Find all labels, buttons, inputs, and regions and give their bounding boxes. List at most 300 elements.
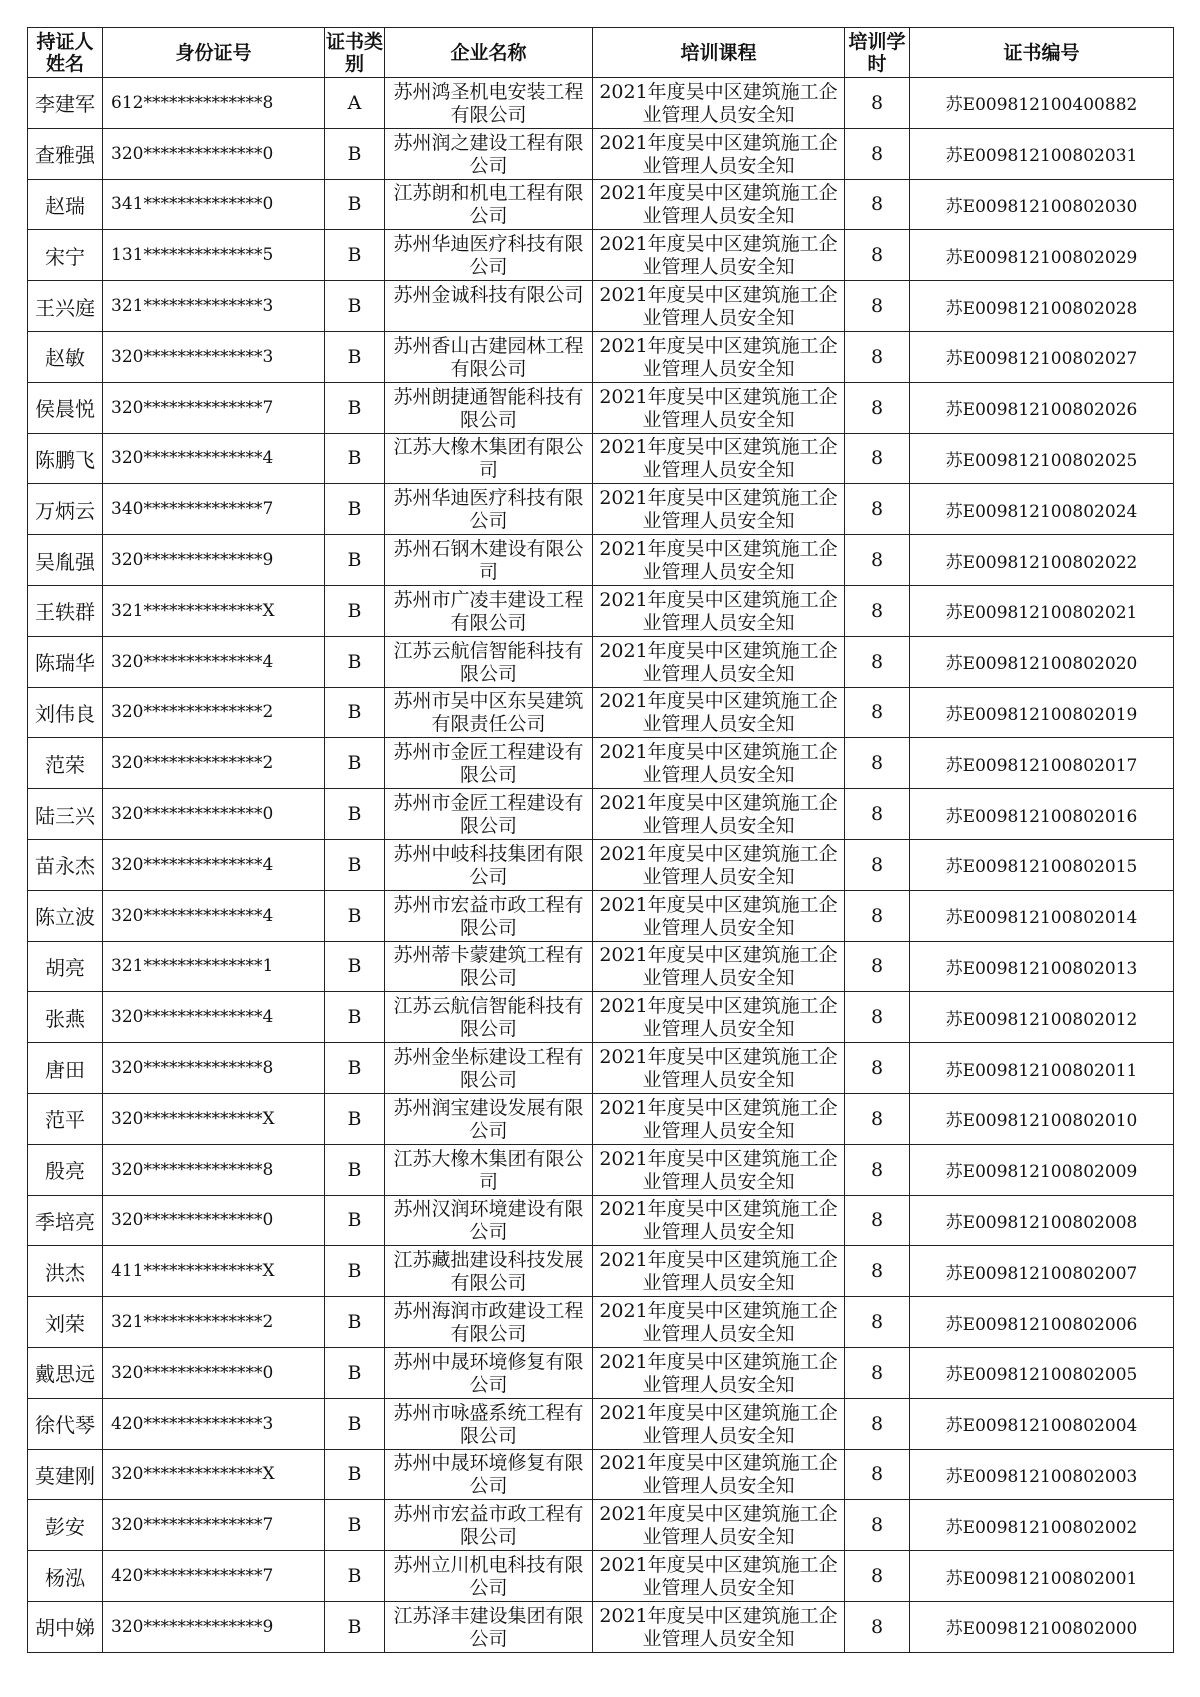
hours-cell: 8 <box>845 1093 910 1144</box>
cert-number-cell: 苏E009812100802021 <box>910 585 1174 636</box>
company-cell <box>385 1347 593 1398</box>
holder-name-cell: 赵敏 <box>28 331 103 382</box>
id-number-cell: 320**************2 <box>103 738 325 789</box>
company-cell <box>385 1297 593 1348</box>
holder-name-cell: 殷亮 <box>28 1144 103 1195</box>
course-cell <box>593 738 845 789</box>
hours-cell: 8 <box>845 1246 910 1297</box>
id-number-cell: 320**************9 <box>103 535 325 586</box>
course-cell <box>593 1093 845 1144</box>
course-cell <box>593 484 845 535</box>
header-course: 培训课程 <box>593 28 845 78</box>
holder-name-cell: 戴思远 <box>28 1347 103 1398</box>
company-cell-text: 江苏大橡木集团有限公司 <box>393 436 584 481</box>
cert-number-cell: 苏E009812100802005 <box>910 1347 1174 1398</box>
cert-type-cell: B <box>325 1551 385 1602</box>
course-cell-text: 2021年度吴中区建筑施工企业管理人员安全知 <box>599 893 838 938</box>
cert-type-cell: B <box>325 331 385 382</box>
id-number-cell: 612**************8 <box>103 78 325 129</box>
table-row <box>28 738 1174 789</box>
course-cell <box>593 636 845 687</box>
course-cell-text: 2021年度吴中区建筑施工企业管理人员安全知 <box>599 1604 838 1649</box>
hours-cell: 8 <box>845 789 910 840</box>
hours-cell: 8 <box>845 1398 910 1449</box>
course-cell-text: 2021年度吴中区建筑施工企业管理人员安全知 <box>599 1300 838 1345</box>
cert-number-cell: 苏E009812100802009 <box>910 1144 1174 1195</box>
cert-type-cell: B <box>325 128 385 179</box>
cert-number-cell: 苏E009812100802019 <box>910 687 1174 738</box>
holder-name-cell: 陆三兴 <box>28 789 103 840</box>
course-cell <box>593 78 845 129</box>
company-cell <box>385 281 593 332</box>
id-number-cell: 320**************4 <box>103 890 325 941</box>
course-cell <box>593 789 845 840</box>
hours-cell: 8 <box>845 839 910 890</box>
hours-cell: 8 <box>845 331 910 382</box>
table-row <box>28 1500 1174 1551</box>
course-cell-text: 2021年度吴中区建筑施工企业管理人员安全知 <box>599 538 838 583</box>
company-cell <box>385 1601 593 1652</box>
course-cell-text: 2021年度吴中区建筑施工企业管理人员安全知 <box>599 80 838 125</box>
id-number-cell: 320**************4 <box>103 433 325 484</box>
table-row <box>28 1551 1174 1602</box>
id-number-cell: 321**************3 <box>103 281 325 332</box>
cert-number-cell: 苏E009812100802022 <box>910 535 1174 586</box>
cert-type-cell: B <box>325 1195 385 1246</box>
hours-cell: 8 <box>845 1043 910 1094</box>
company-cell-text: 苏州中晟环境修复有限公司 <box>393 1350 584 1395</box>
hours-cell: 8 <box>845 636 910 687</box>
cert-type-cell: B <box>325 839 385 890</box>
cert-type-cell: B <box>325 636 385 687</box>
table-row <box>28 636 1174 687</box>
course-cell-text: 2021年度吴中区建筑施工企业管理人员安全知 <box>599 690 838 735</box>
cert-type-cell: B <box>325 230 385 281</box>
cert-number-cell: 苏E009812100802008 <box>910 1195 1174 1246</box>
table-row <box>28 382 1174 433</box>
cert-type-cell: B <box>325 1043 385 1094</box>
company-cell <box>385 433 593 484</box>
hours-cell: 8 <box>845 179 910 230</box>
holder-name-cell: 胡亮 <box>28 941 103 992</box>
id-number-cell: 321**************1 <box>103 941 325 992</box>
cert-type-cell: B <box>325 1093 385 1144</box>
holder-name-cell: 刘伟良 <box>28 687 103 738</box>
table-row <box>28 535 1174 586</box>
table-row <box>28 839 1174 890</box>
holder-name-cell: 万炳云 <box>28 484 103 535</box>
cert-type-cell: B <box>325 1449 385 1500</box>
id-number-cell: 320**************3 <box>103 331 325 382</box>
cert-number-cell: 苏E009812100802002 <box>910 1500 1174 1551</box>
company-cell <box>385 535 593 586</box>
company-cell <box>385 179 593 230</box>
cert-number-cell: 苏E009812100802025 <box>910 433 1174 484</box>
id-number-cell: 321**************X <box>103 585 325 636</box>
company-cell <box>385 1449 593 1500</box>
table-row <box>28 1043 1174 1094</box>
course-cell-text: 2021年度吴中区建筑施工企业管理人员安全知 <box>599 741 838 786</box>
cert-number-cell: 苏E009812100802030 <box>910 179 1174 230</box>
cert-number-cell: 苏E009812100802015 <box>910 839 1174 890</box>
table-row <box>28 1195 1174 1246</box>
company-cell-text: 苏州市咏盛系统工程有限公司 <box>393 1401 584 1446</box>
hours-cell: 8 <box>845 230 910 281</box>
course-cell-text: 2021年度吴中区建筑施工企业管理人员安全知 <box>599 385 838 430</box>
cert-number-cell: 苏E009812100802006 <box>910 1297 1174 1348</box>
cert-type-cell: B <box>325 1144 385 1195</box>
table-row <box>28 1093 1174 1144</box>
id-number-cell: 321**************2 <box>103 1297 325 1348</box>
cert-number-cell: 苏E009812100802014 <box>910 890 1174 941</box>
holder-name-cell: 杨泓 <box>28 1551 103 1602</box>
course-cell-text: 2021年度吴中区建筑施工企业管理人员安全知 <box>599 588 838 633</box>
hours-cell: 8 <box>845 1144 910 1195</box>
course-cell <box>593 1195 845 1246</box>
company-cell-text: 江苏泽丰建设集团有限公司 <box>393 1604 584 1649</box>
course-cell <box>593 941 845 992</box>
table-row <box>28 78 1174 129</box>
cert-type-cell: B <box>325 1347 385 1398</box>
cert-type-cell: B <box>325 941 385 992</box>
company-cell-text: 苏州朗捷通智能科技有限公司 <box>393 385 584 430</box>
hours-cell: 8 <box>845 78 910 129</box>
cert-type-cell: B <box>325 1398 385 1449</box>
company-cell-text: 苏州石钢木建设有限公司 <box>393 538 584 583</box>
course-cell-text: 2021年度吴中区建筑施工企业管理人员安全知 <box>599 131 838 176</box>
course-cell-text: 2021年度吴中区建筑施工企业管理人员安全知 <box>599 1503 838 1548</box>
cert-type-cell: B <box>325 1246 385 1297</box>
course-cell <box>593 1297 845 1348</box>
course-cell <box>593 230 845 281</box>
id-number-cell: 320**************X <box>103 1449 325 1500</box>
company-cell <box>385 1246 593 1297</box>
course-cell-text: 2021年度吴中区建筑施工企业管理人员安全知 <box>599 1249 838 1294</box>
holder-name-cell: 赵瑞 <box>28 179 103 230</box>
cert-type-cell: B <box>325 484 385 535</box>
course-cell <box>593 1246 845 1297</box>
course-cell <box>593 179 845 230</box>
company-cell <box>385 890 593 941</box>
company-cell <box>385 687 593 738</box>
id-number-cell: 320**************4 <box>103 839 325 890</box>
cert-type-cell: B <box>325 281 385 332</box>
course-cell <box>593 890 845 941</box>
holder-name-cell: 季培亮 <box>28 1195 103 1246</box>
cert-number-cell: 苏E009812100802007 <box>910 1246 1174 1297</box>
cert-type-cell: B <box>325 890 385 941</box>
id-number-cell: 320**************7 <box>103 1500 325 1551</box>
id-number-cell: 340**************7 <box>103 484 325 535</box>
course-cell <box>593 687 845 738</box>
cert-number-cell: 苏E009812100400882 <box>910 78 1174 129</box>
company-cell-text: 苏州蒂卡蒙建筑工程有限公司 <box>393 944 584 989</box>
cert-number-cell: 苏E009812100802016 <box>910 789 1174 840</box>
hours-cell: 8 <box>845 382 910 433</box>
company-cell <box>385 1195 593 1246</box>
hours-cell: 8 <box>845 687 910 738</box>
id-number-cell: 320**************8 <box>103 1043 325 1094</box>
hours-cell: 8 <box>845 738 910 789</box>
hours-cell: 8 <box>845 1500 910 1551</box>
company-cell <box>385 1043 593 1094</box>
table-row <box>28 1246 1174 1297</box>
hours-cell: 8 <box>845 1601 910 1652</box>
header-holder-name: 持证人姓名 <box>28 28 103 78</box>
id-number-cell: 320**************4 <box>103 636 325 687</box>
id-number-cell: 320**************9 <box>103 1601 325 1652</box>
company-cell <box>385 585 593 636</box>
company-cell <box>385 382 593 433</box>
cert-number-cell: 苏E009812100802027 <box>910 331 1174 382</box>
holder-name-cell: 张燕 <box>28 992 103 1043</box>
holder-name-cell: 范平 <box>28 1093 103 1144</box>
company-cell-text: 苏州海润市政建设工程有限公司 <box>393 1300 584 1345</box>
company-cell-text: 苏州汉润环境建设有限公司 <box>393 1198 584 1243</box>
course-cell <box>593 585 845 636</box>
id-number-cell: 320**************0 <box>103 1195 325 1246</box>
course-cell <box>593 1043 845 1094</box>
course-cell-text: 2021年度吴中区建筑施工企业管理人员安全知 <box>599 1147 838 1192</box>
hours-cell: 8 <box>845 1449 910 1500</box>
holder-name-cell: 苗永杰 <box>28 839 103 890</box>
course-cell-text: 2021年度吴中区建筑施工企业管理人员安全知 <box>599 1046 838 1091</box>
company-cell-text: 苏州中岐科技集团有限公司 <box>393 842 584 887</box>
hours-cell: 8 <box>845 890 910 941</box>
cert-number-cell: 苏E009812100802026 <box>910 382 1174 433</box>
id-number-cell: 320**************0 <box>103 128 325 179</box>
id-number-cell: 320**************4 <box>103 992 325 1043</box>
course-cell-text: 2021年度吴中区建筑施工企业管理人员安全知 <box>599 995 838 1040</box>
hours-cell: 8 <box>845 281 910 332</box>
table-row <box>28 1449 1174 1500</box>
course-cell <box>593 1601 845 1652</box>
company-cell-text: 苏州金诚科技有限公司 <box>393 284 584 307</box>
company-cell-text: 苏州市宏益市政工程有限公司 <box>393 1503 584 1548</box>
course-cell-text: 2021年度吴中区建筑施工企业管理人员安全知 <box>599 944 838 989</box>
holder-name-cell: 陈立波 <box>28 890 103 941</box>
cert-number-cell: 苏E009812100802000 <box>910 1601 1174 1652</box>
course-cell-text: 2021年度吴中区建筑施工企业管理人员安全知 <box>599 1452 838 1497</box>
holder-name-cell: 王轶群 <box>28 585 103 636</box>
cert-type-cell: B <box>325 789 385 840</box>
cert-number-cell: 苏E009812100802024 <box>910 484 1174 535</box>
hours-cell: 8 <box>845 1347 910 1398</box>
id-number-cell: 320**************X <box>103 1093 325 1144</box>
course-cell-text: 2021年度吴中区建筑施工企业管理人员安全知 <box>599 639 838 684</box>
company-cell-text: 苏州润之建设工程有限公司 <box>393 131 584 176</box>
course-cell <box>593 1500 845 1551</box>
cert-type-cell: B <box>325 433 385 484</box>
id-number-cell: 320**************8 <box>103 1144 325 1195</box>
company-cell-text: 苏州金坐标建设工程有限公司 <box>393 1046 584 1091</box>
company-cell-text: 苏州润宝建设发展有限公司 <box>393 1096 584 1141</box>
cert-number-cell: 苏E009812100802001 <box>910 1551 1174 1602</box>
cert-type-cell: A <box>325 78 385 129</box>
company-cell <box>385 789 593 840</box>
cert-number-cell: 苏E009812100802017 <box>910 738 1174 789</box>
cert-number-cell: 苏E009812100802020 <box>910 636 1174 687</box>
table-row <box>28 1297 1174 1348</box>
company-cell-text: 江苏朗和机电工程有限公司 <box>393 182 584 227</box>
id-number-cell: 320**************7 <box>103 382 325 433</box>
company-cell-text: 苏州华迪医疗科技有限公司 <box>393 233 584 278</box>
company-cell <box>385 992 593 1043</box>
hours-cell: 8 <box>845 1297 910 1348</box>
table-row <box>28 1347 1174 1398</box>
table-row <box>28 890 1174 941</box>
certificate-table <box>27 27 1174 1653</box>
table-row <box>28 433 1174 484</box>
course-cell <box>593 992 845 1043</box>
holder-name-cell: 吴胤强 <box>28 535 103 586</box>
company-cell-text: 江苏云航信智能科技有限公司 <box>393 995 584 1040</box>
holder-name-cell: 徐代琴 <box>28 1398 103 1449</box>
course-cell-text: 2021年度吴中区建筑施工企业管理人员安全知 <box>599 487 838 532</box>
cert-number-cell: 苏E009812100802028 <box>910 281 1174 332</box>
course-cell <box>593 1551 845 1602</box>
hours-cell: 8 <box>845 992 910 1043</box>
table-row <box>28 789 1174 840</box>
table-row <box>28 992 1174 1043</box>
company-cell <box>385 78 593 129</box>
course-cell <box>593 281 845 332</box>
company-cell <box>385 738 593 789</box>
table-row <box>28 484 1174 535</box>
id-number-cell: 131**************5 <box>103 230 325 281</box>
cert-number-cell: 苏E009812100802031 <box>910 128 1174 179</box>
holder-name-cell: 宋宁 <box>28 230 103 281</box>
table-body <box>28 78 1174 1653</box>
company-cell <box>385 1551 593 1602</box>
company-cell-text: 苏州香山古建园林工程有限公司 <box>393 334 584 379</box>
company-cell-text: 江苏藏拙建设科技发展有限公司 <box>393 1249 584 1294</box>
table-row <box>28 687 1174 738</box>
id-number-cell: 411**************X <box>103 1246 325 1297</box>
company-cell-text: 苏州市宏益市政工程有限公司 <box>393 893 584 938</box>
company-cell <box>385 1093 593 1144</box>
course-cell-text: 2021年度吴中区建筑施工企业管理人员安全知 <box>599 334 838 379</box>
holder-name-cell: 范荣 <box>28 738 103 789</box>
cert-type-cell: B <box>325 992 385 1043</box>
course-cell-text: 2021年度吴中区建筑施工企业管理人员安全知 <box>599 436 838 481</box>
course-cell <box>593 128 845 179</box>
hours-cell: 8 <box>845 1195 910 1246</box>
course-cell <box>593 433 845 484</box>
cert-type-cell: B <box>325 179 385 230</box>
holder-name-cell: 陈瑞华 <box>28 636 103 687</box>
cert-type-cell: B <box>325 585 385 636</box>
holder-name-cell: 莫建刚 <box>28 1449 103 1500</box>
course-cell-text: 2021年度吴中区建筑施工企业管理人员安全知 <box>599 1198 838 1243</box>
header-id-number: 身份证号 <box>103 28 325 78</box>
company-cell-text: 苏州市吴中区东吴建筑有限责任公司 <box>393 690 584 735</box>
company-cell <box>385 1500 593 1551</box>
cert-number-cell: 苏E009812100802013 <box>910 941 1174 992</box>
course-cell <box>593 535 845 586</box>
id-number-cell: 320**************0 <box>103 1347 325 1398</box>
course-cell <box>593 839 845 890</box>
company-cell <box>385 230 593 281</box>
cert-type-cell: B <box>325 1601 385 1652</box>
course-cell-text: 2021年度吴中区建筑施工企业管理人员安全知 <box>599 1096 838 1141</box>
table-row <box>28 179 1174 230</box>
hours-cell: 8 <box>845 535 910 586</box>
company-cell-text: 江苏云航信智能科技有限公司 <box>393 639 584 684</box>
holder-name-cell: 彭安 <box>28 1500 103 1551</box>
table-row <box>28 1601 1174 1652</box>
company-cell <box>385 941 593 992</box>
table-row <box>28 128 1174 179</box>
table-row <box>28 281 1174 332</box>
company-cell-text: 苏州华迪医疗科技有限公司 <box>393 487 584 532</box>
course-cell <box>593 1144 845 1195</box>
holder-name-cell: 李建军 <box>28 78 103 129</box>
hours-cell: 8 <box>845 433 910 484</box>
company-cell-text: 江苏大橡木集团有限公司 <box>393 1147 584 1192</box>
holder-name-cell: 胡中娣 <box>28 1601 103 1652</box>
course-cell-text: 2021年度吴中区建筑施工企业管理人员安全知 <box>599 842 838 887</box>
id-number-cell: 420**************3 <box>103 1398 325 1449</box>
cert-type-cell: B <box>325 535 385 586</box>
cert-number-cell: 苏E009812100802012 <box>910 992 1174 1043</box>
id-number-cell: 320**************2 <box>103 687 325 738</box>
cert-number-cell: 苏E009812100802010 <box>910 1093 1174 1144</box>
table-row <box>28 941 1174 992</box>
id-number-cell: 420**************7 <box>103 1551 325 1602</box>
table-row <box>28 1144 1174 1195</box>
holder-name-cell: 陈鹏飞 <box>28 433 103 484</box>
cert-type-cell: B <box>325 738 385 789</box>
course-cell-text: 2021年度吴中区建筑施工企业管理人员安全知 <box>599 284 838 329</box>
course-cell <box>593 1398 845 1449</box>
table-row <box>28 585 1174 636</box>
holder-name-cell: 侯晨悦 <box>28 382 103 433</box>
holder-name-cell: 王兴庭 <box>28 281 103 332</box>
holder-name-cell: 洪杰 <box>28 1246 103 1297</box>
course-cell <box>593 331 845 382</box>
id-number-cell: 320**************0 <box>103 789 325 840</box>
header-row <box>28 28 1174 78</box>
holder-name-cell: 刘荣 <box>28 1297 103 1348</box>
table-row <box>28 1398 1174 1449</box>
hours-cell: 8 <box>845 128 910 179</box>
course-cell-text: 2021年度吴中区建筑施工企业管理人员安全知 <box>599 233 838 278</box>
company-cell <box>385 636 593 687</box>
table-row <box>28 331 1174 382</box>
company-cell-text: 苏州鸿圣机电安装工程有限公司 <box>393 80 584 125</box>
company-cell <box>385 1144 593 1195</box>
cert-number-cell: 苏E009812100802004 <box>910 1398 1174 1449</box>
hours-cell: 8 <box>845 484 910 535</box>
hours-cell: 8 <box>845 585 910 636</box>
course-cell-text: 2021年度吴中区建筑施工企业管理人员安全知 <box>599 182 838 227</box>
company-cell-text: 苏州立川机电科技有限公司 <box>393 1554 584 1598</box>
hours-cell: 8 <box>845 941 910 992</box>
id-number-cell: 341**************0 <box>103 179 325 230</box>
company-cell-text: 苏州市金匠工程建设有限公司 <box>393 792 584 837</box>
company-cell <box>385 128 593 179</box>
company-cell-text: 苏州市广凌丰建设工程有限公司 <box>393 588 584 633</box>
company-cell <box>385 1398 593 1449</box>
course-cell-text: 2021年度吴中区建筑施工企业管理人员安全知 <box>599 1554 838 1598</box>
table-row <box>28 230 1174 281</box>
cert-number-cell: 苏E009812100802029 <box>910 230 1174 281</box>
company-cell <box>385 484 593 535</box>
cert-type-cell: B <box>325 382 385 433</box>
cert-number-cell: 苏E009812100802003 <box>910 1449 1174 1500</box>
cert-number-cell: 苏E009812100802011 <box>910 1043 1174 1094</box>
